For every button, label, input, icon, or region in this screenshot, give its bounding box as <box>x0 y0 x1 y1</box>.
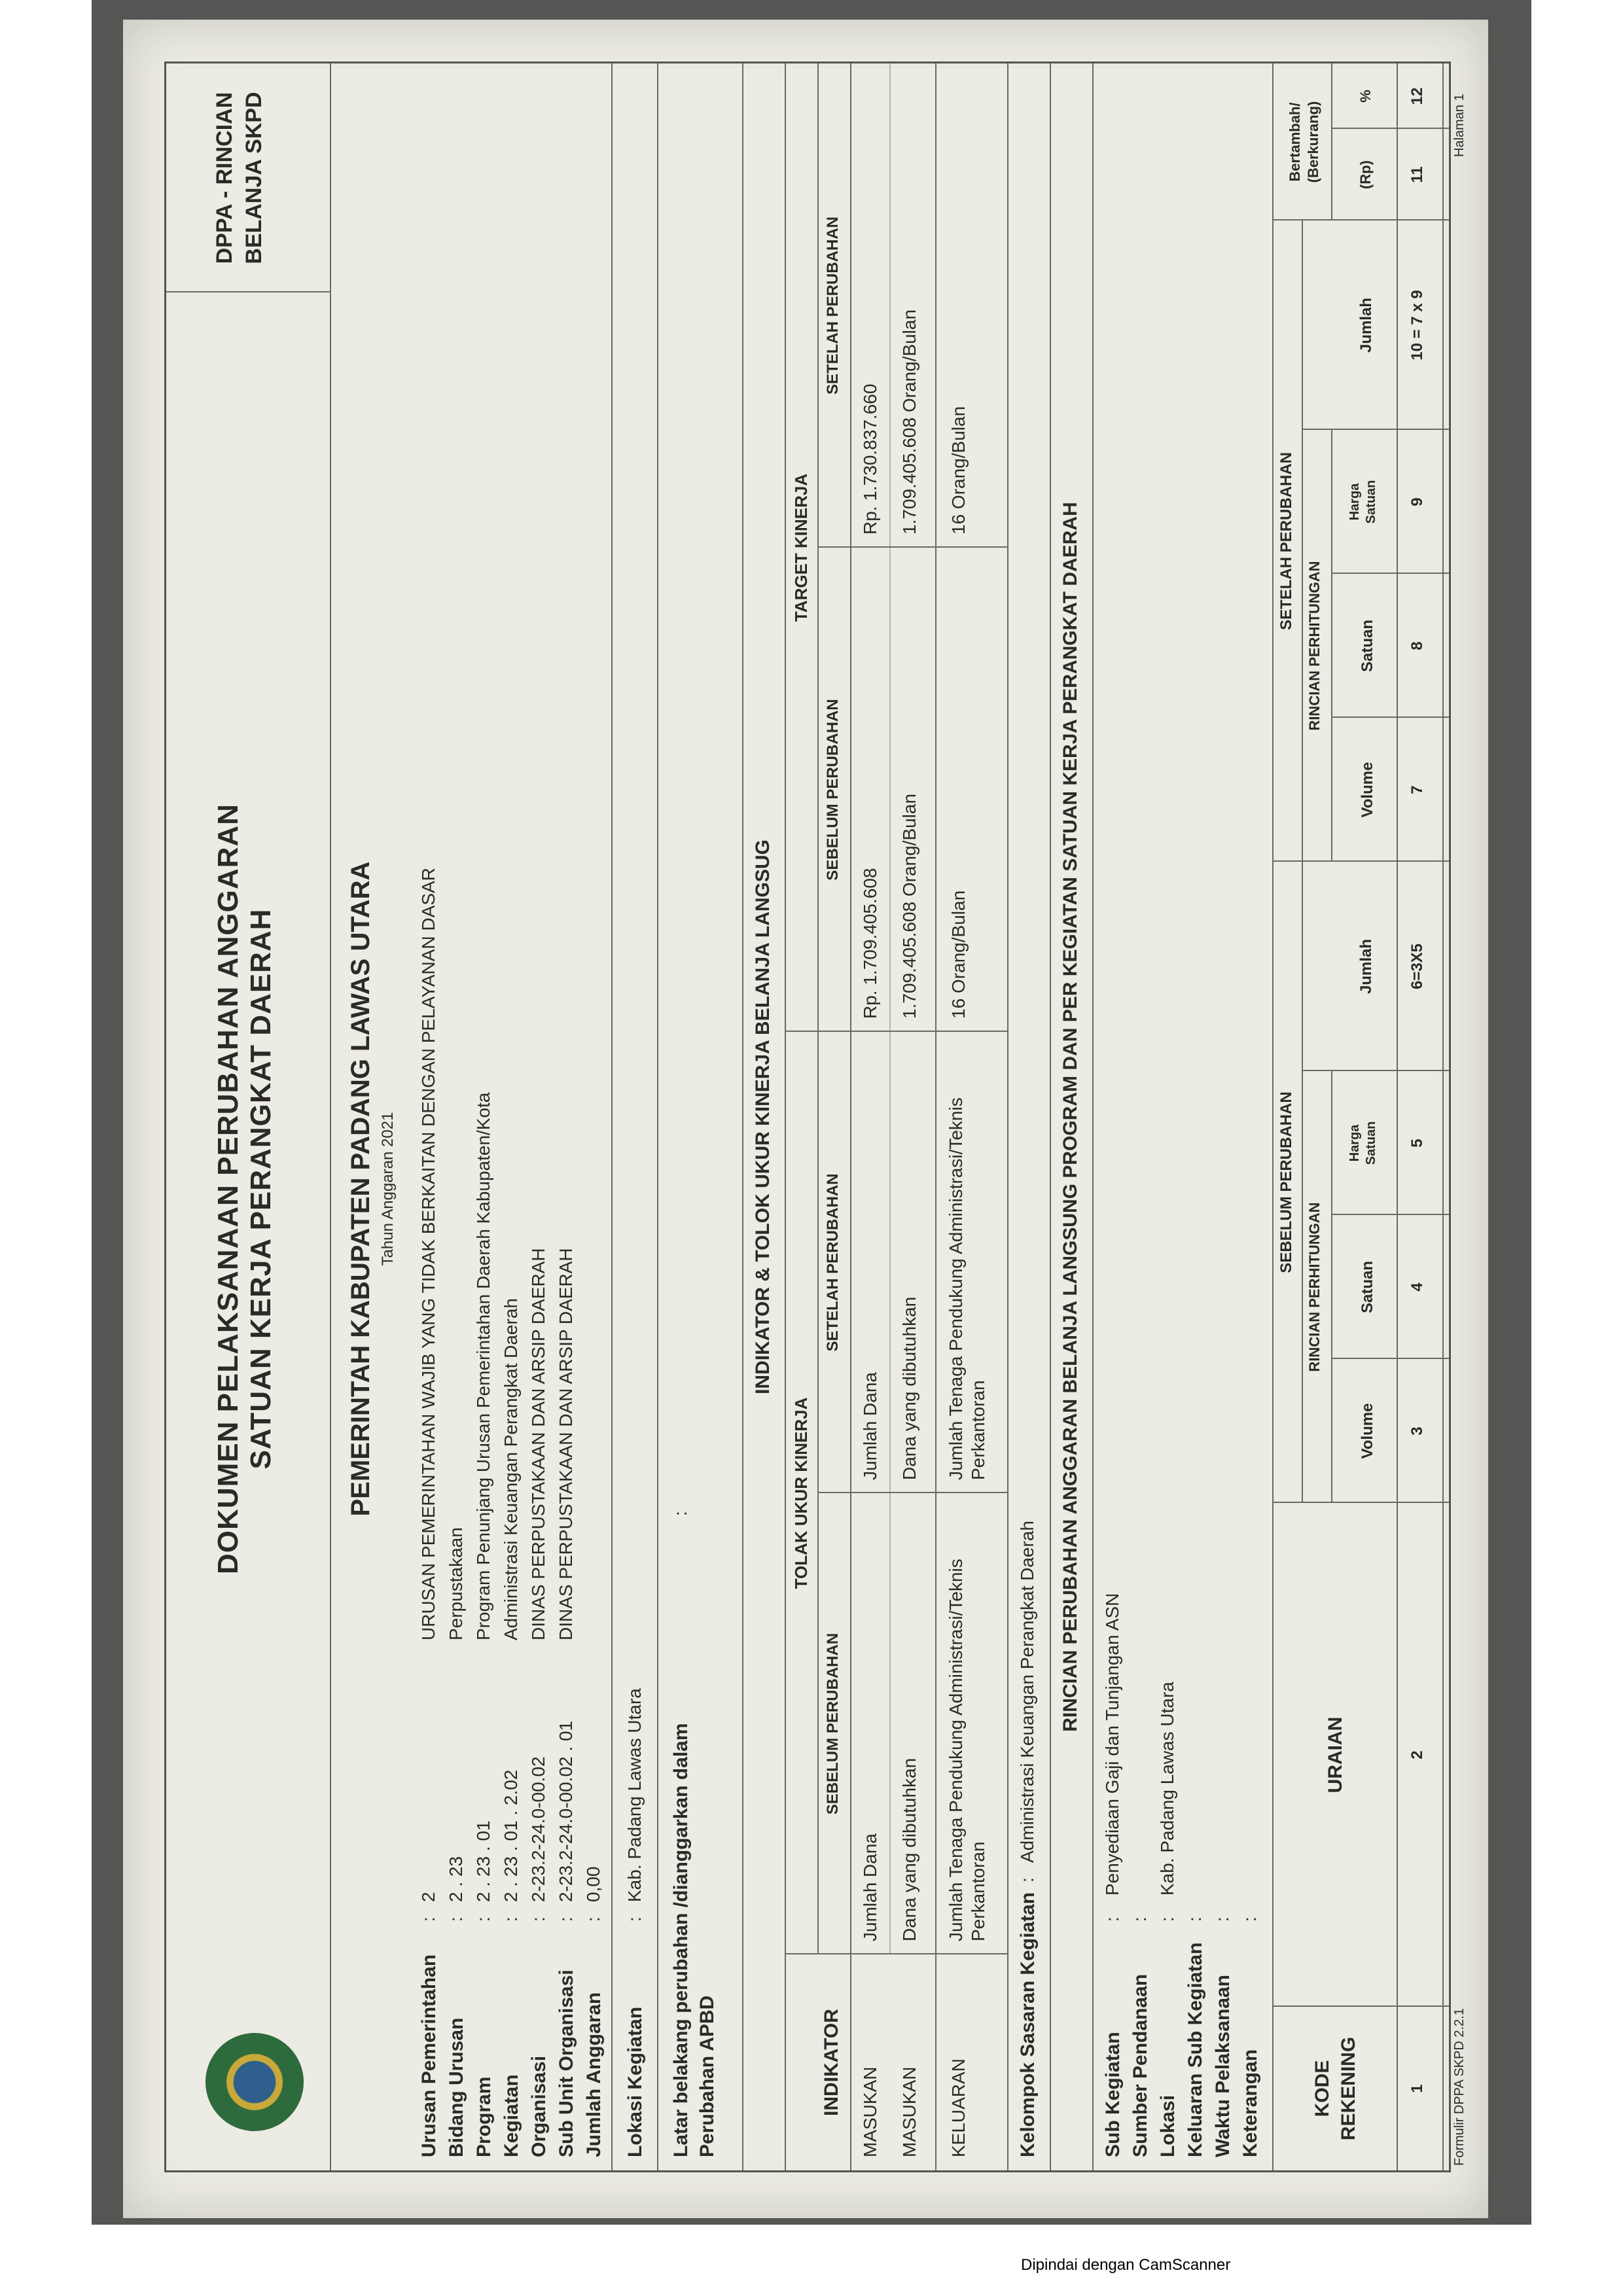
info-desc: DINAS PERPUSTAKAAN DAN ARSIP DAERAH <box>528 1248 548 1640</box>
col-sebelum-rincian: RINCIAN PERHITUNGAN <box>1306 1202 1323 1372</box>
info-code: 2 . 23 . 01 <box>473 1820 493 1902</box>
lokasi-label: Lokasi Kegiatan <box>624 2006 646 2157</box>
info-label: Urusan Pemerintahan <box>418 1954 440 2157</box>
target-sebelum-header: SEBELUM PERUBAHAN <box>824 699 842 881</box>
col-bertambah-line1: Bertambah/ <box>1287 102 1303 182</box>
column-number: 6=3X5 <box>1408 943 1426 990</box>
col-setelah-harga-line1: Harga <box>1347 483 1362 521</box>
info-label: Organisasi <box>528 2055 550 2157</box>
info-colon: : <box>556 1916 576 1922</box>
col-sebelum-jumlah: Jumlah <box>1357 938 1375 995</box>
doc-code-line1: DPPA - RINCIAN <box>212 92 237 264</box>
kinerja-tg-sebelum: 16 Orang/Bulan <box>948 890 969 1019</box>
sub-label: Keluaran Sub Kegiatan <box>1185 1942 1206 2157</box>
info-colon: : <box>446 1916 466 1922</box>
sasaran-value: Administrasi Keuangan Perangkat Daerah <box>1017 1521 1037 1863</box>
sub-colon: : <box>1102 1916 1122 1922</box>
sub-value: Penyediaan Gaji dan Tunjangan ASN <box>1102 1593 1122 1896</box>
column-number: 8 <box>1408 641 1426 650</box>
latar-colon: : <box>670 1511 690 1516</box>
kinerja-tg-setelah: 16 Orang/Bulan <box>948 406 969 535</box>
sub-colon: : <box>1157 1916 1177 1922</box>
col-kode-line1: KODE <box>1311 2060 1333 2117</box>
doc-code-line2: BELANJA SKPD <box>241 92 266 264</box>
tolak-setelah-header: SETELAH PERUBAHAN <box>824 1173 842 1352</box>
info-label: Jumlah Anggaran <box>583 1992 605 2157</box>
col-sebelum-harga-line2: Satuan <box>1364 1121 1378 1165</box>
info-desc: Administrasi Keuangan Perangkat Daerah <box>501 1298 521 1640</box>
col-bertambah-line2: (Berkurang) <box>1305 101 1321 183</box>
column-number: 5 <box>1408 1139 1426 1148</box>
col-kode-line2: REKENING <box>1338 2036 1359 2141</box>
kinerja-tu-setelah: Jumlah Tenaga Pendukung Administrasi/Teknis Perkantoran <box>946 1097 988 1480</box>
col-setelah-volume: Volume <box>1359 762 1376 818</box>
sasaran-colon: : <box>1017 1877 1037 1882</box>
info-code: 2 . 23 <box>446 1856 466 1902</box>
rincian-title: RINCIAN PERUBAHAN ANGGARAN BELANJA LANGSUNG PROGRAM DAN PER KEGIATAN SATUAN KERJA PERANGKAT DAERAH <box>1060 502 1081 1732</box>
col-setelah-jumlah: Jumlah <box>1357 297 1375 353</box>
info-code: 0,00 <box>583 1866 603 1902</box>
col-setelah-rincian: RINCIAN PERHITUNGAN <box>1306 561 1323 731</box>
column-number: 4 <box>1408 1282 1426 1292</box>
kinerja-col-indikator: INDIKATOR <box>821 2009 842 2116</box>
kinerja-tu-sebelum: Dana yang dibutuhkan <box>899 1757 919 1941</box>
form-code: Formulir DPPA SKPD 2.2.1 <box>1452 2008 1467 2166</box>
info-colon: : <box>473 1916 493 1922</box>
sub-colon: : <box>1185 1916 1205 1922</box>
col-sebelum-satuan: Satuan <box>1359 1261 1376 1314</box>
kinerja-col-tolak: TOLAK UKUR KINERJA <box>791 1397 811 1589</box>
info-code: 2-23.2-24.0-00.02 <box>528 1756 548 1902</box>
kinerja-tg-sebelum: 1.709.405.608 Orang/Bulan <box>899 793 919 1019</box>
sub-colon: : <box>1212 1916 1232 1922</box>
sub-colon: : <box>1240 1916 1260 1922</box>
col-sebelum-volume: Volume <box>1359 1403 1376 1459</box>
rotated-document <box>138 39 1473 2199</box>
info-code: 2-23.2-24.0-00.02 . 01 <box>556 1720 576 1902</box>
kinerja-tg-sebelum: Rp. 1.709.405.608 <box>860 868 880 1019</box>
tolak-sebelum-header: SEBELUM PERUBAHAN <box>824 1633 842 1815</box>
col-setelah: SETELAH PERUBAHAN <box>1277 452 1295 631</box>
column-number: 1 <box>1408 2084 1426 2093</box>
sub-colon: : <box>1130 1916 1150 1922</box>
info-colon: : <box>418 1916 438 1922</box>
kinerja-indikator: KELUARAN <box>948 2058 969 2157</box>
lokasi-value: Kab. Padang Lawas Utara <box>624 1688 645 1902</box>
regency-logo-icon <box>205 2033 304 2131</box>
kinerja-indikator: MASUKAN <box>860 2066 880 2157</box>
info-label: Kegiatan <box>501 2074 522 2157</box>
column-number: 3 <box>1408 1426 1426 1436</box>
kinerja-tu-sebelum: Jumlah Dana <box>860 1833 880 1941</box>
col-setelah-satuan: Satuan <box>1359 620 1376 673</box>
column-number: 7 <box>1408 785 1426 794</box>
column-number: 12 <box>1408 87 1426 105</box>
doc-title-line1: DOKUMEN PELAKSANAAN PERUBAHAN ANGGARAN <box>212 804 244 1574</box>
info-label: Program <box>473 2076 495 2157</box>
kinerja-tg-setelah: Rp. 1.730.837.660 <box>860 383 880 535</box>
info-desc: Program Penunjang Urusan Pemerintahan Daerah Kabupaten/Kota <box>473 1092 493 1640</box>
col-setelah-harga-line2: Satuan <box>1364 480 1378 524</box>
scanner-caption: Dipindai dengan CamScanner <box>1021 2256 1231 2274</box>
latar-label-line1: Latar belakang perubahan /dianggarkan dalam <box>670 1723 692 2157</box>
lokasi-colon: : <box>624 1916 645 1922</box>
column-number: 10 = 7 x 9 <box>1408 290 1426 361</box>
sasaran-label: Kelompok Sasaran Kegiatan <box>1017 1892 1039 2157</box>
kinerja-indikator: MASUKAN <box>899 2066 919 2157</box>
sub-label: Keterangan <box>1240 2049 1261 2157</box>
doc-title-line2: SATUAN KERJA PERANGKAT DAERAH <box>245 908 277 1470</box>
sub-value: Kab. Padang Lawas Utara <box>1157 1682 1177 1896</box>
col-sebelum-harga-line1: Harga <box>1347 1124 1362 1162</box>
sub-label: Sumber Pendanaan <box>1130 1973 1151 2157</box>
fiscal-year: Tahun Anggaran 2021 <box>379 1112 397 1266</box>
info-code: 2 <box>418 1892 438 1902</box>
info-colon: : <box>528 1916 548 1922</box>
scan-photo-background <box>92 0 1531 2225</box>
page-number: Halaman 1 <box>1452 94 1467 157</box>
kinerja-col-target: TARGET KINERJA <box>791 473 811 622</box>
column-number: 9 <box>1408 497 1426 506</box>
info-label: Sub Unit Organisasi <box>556 1969 577 2157</box>
info-colon: : <box>501 1916 521 1922</box>
info-desc: DINAS PERPUSTAKAAN DAN ARSIP DAERAH <box>556 1248 576 1640</box>
info-label: Bidang Urusan <box>446 2017 467 2157</box>
sub-label: Lokasi <box>1157 2094 1179 2157</box>
info-code: 2 . 23 . 01 . 2.02 <box>501 1769 521 1902</box>
target-setelah-header: SETELAH PERUBAHAN <box>824 217 842 395</box>
column-number: 11 <box>1408 166 1426 183</box>
info-desc: Perpustakaan <box>446 1527 466 1640</box>
kinerja-tg-setelah: 1.709.405.608 Orang/Bulan <box>899 309 919 535</box>
kinerja-tu-sebelum: Jumlah Tenaga Pendukung Administrasi/Teknis Perkantoran <box>946 1559 988 1941</box>
sub-label: Sub Kegiatan <box>1102 2032 1124 2157</box>
column-number: 2 <box>1408 1750 1426 1759</box>
col-sebelum: SEBELUM PERUBAHAN <box>1277 1091 1295 1273</box>
info-desc: URUSAN PEMERINTAHAN WAJIB YANG TIDAK BERKAITAN DENGAN PELAYANAN DASAR <box>418 868 438 1640</box>
kinerja-title: INDIKATOR & TOLOK UKUR KINERJA BELANJA LANGSUG <box>752 839 774 1394</box>
info-colon: : <box>583 1916 603 1922</box>
document-frame <box>164 62 1451 2172</box>
col-rp: (Rp) <box>1357 160 1374 189</box>
col-uraian: URAIAN <box>1325 1716 1346 1793</box>
government-name: PEMERINTAH KABUPATEN PADANG LAWAS UTARA <box>346 861 375 1517</box>
paper-sheet <box>123 20 1488 2218</box>
latar-label-line2: Perubahan APBD <box>696 1995 718 2157</box>
kinerja-tu-setelah: Jumlah Dana <box>860 1372 880 1480</box>
sub-label: Waktu Pelaksanaan <box>1212 1974 1234 2157</box>
col-pct: % <box>1357 90 1374 103</box>
kinerja-tu-setelah: Dana yang dibutuhkan <box>899 1296 919 1480</box>
